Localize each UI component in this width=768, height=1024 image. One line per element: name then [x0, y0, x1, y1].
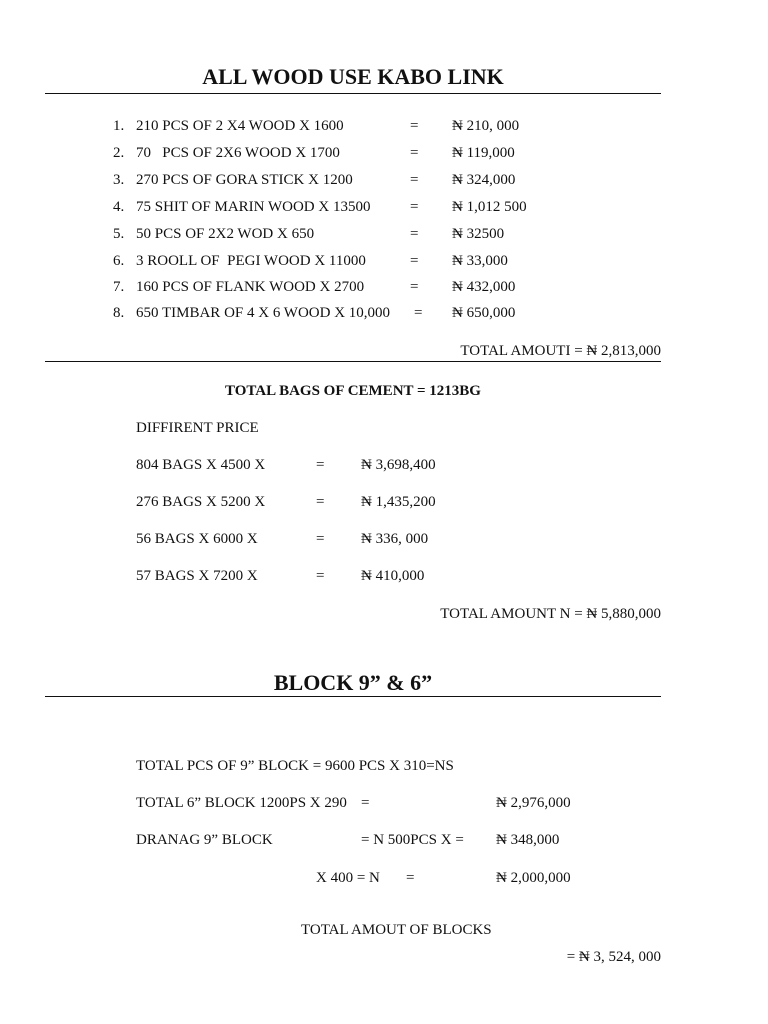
equals-sign: = [406, 870, 415, 886]
item-amount: ₦ 2,000,000 [496, 870, 571, 886]
item-amount: ₦ 119,000 [452, 145, 515, 161]
item-number: 7. [113, 279, 125, 295]
title-underline [45, 696, 661, 697]
equals-sign: = [414, 305, 423, 321]
item-amount: ₦ 650,000 [452, 305, 516, 321]
equals-sign: = [361, 795, 370, 811]
item-number: 4. [113, 199, 125, 215]
equals-sign: = [316, 568, 325, 584]
cement-subheading: DIFFIRENT PRICE [136, 420, 259, 436]
item-number: 1. [113, 118, 125, 134]
wood-section-title: ALL WOOD USE KABO LINK [202, 64, 504, 89]
item-amount: ₦ 324,000 [452, 172, 516, 188]
item-description: 160 PCS OF FLANK WOOD X 2700 [136, 279, 365, 295]
equals-sign: = [410, 172, 419, 188]
item-amount: ₦ 210, 000 [452, 118, 520, 134]
equals-sign: = [316, 494, 325, 510]
equals-sign: = [410, 118, 419, 134]
item-amount: ₦ 1,435,200 [361, 494, 436, 510]
blocks-total-label: TOTAL AMOUT OF BLOCKS [301, 922, 492, 938]
title-underline [45, 93, 661, 94]
item-description: 57 BAGS X 7200 X [136, 568, 258, 584]
block-section-title: BLOCK 9” & 6” [273, 670, 433, 695]
item-description: 650 TIMBAR OF 4 X 6 WOOD X 10,000 [136, 305, 391, 321]
block-line-drainage: DRANAG 9” BLOCK [136, 832, 273, 848]
equals-sign: = [410, 145, 419, 161]
item-amount: ₦ 32500 [452, 226, 505, 242]
equals-sign: = [410, 279, 419, 295]
item-description: 75 SHIT OF MARIN WOOD X 13500 [136, 199, 371, 215]
block-line-9-inch: TOTAL PCS OF 9” BLOCK = 9600 PCS X 310=NS [136, 758, 454, 774]
item-description: 70 PCS OF 2X6 WOOD X 1700 [136, 145, 340, 161]
equals-sign: = [316, 531, 325, 547]
cement-section-title: TOTAL BAGS OF CEMENT = 1213BG [225, 383, 481, 399]
block-line-6-inch: TOTAL 6” BLOCK 1200PS X 290 [136, 795, 347, 811]
item-amount: ₦ 348,000 [496, 832, 560, 848]
item-amount: ₦ 33,000 [452, 253, 508, 269]
item-amount: ₦ 336, 000 [361, 531, 429, 547]
item-number: 6. [113, 253, 125, 269]
section-divider [45, 361, 661, 362]
item-amount: ₦ 432,000 [452, 279, 516, 295]
blocks-total-value: = ₦ 3, 524, 000 [566, 949, 661, 965]
drainage-calculation: = N 500PCS X = [361, 832, 464, 848]
item-description: 276 BAGS X 5200 X [136, 494, 266, 510]
item-description: 50 PCS OF 2X2 WOD X 650 [136, 226, 315, 242]
wood-total: TOTAL AMOUTI = ₦ 2,813,000 [460, 343, 661, 359]
item-number: 8. [113, 305, 125, 321]
equals-sign: = [316, 457, 325, 473]
item-amount: ₦ 410,000 [361, 568, 425, 584]
equals-sign: = [410, 253, 419, 269]
item-number: 5. [113, 226, 125, 242]
item-number: 3. [113, 172, 125, 188]
equals-sign: = [410, 199, 419, 215]
item-description: 804 BAGS X 4500 X [136, 457, 266, 473]
item-description: 210 PCS OF 2 X4 WOOD X 1600 [136, 118, 344, 134]
drainage-calculation-2: X 400 = N [316, 870, 380, 886]
item-amount: ₦ 3,698,400 [361, 457, 436, 473]
item-description: 56 BAGS X 6000 X [136, 531, 258, 547]
item-description: 3 ROOLL OF PEGI WOOD X 11000 [136, 253, 366, 269]
item-amount: ₦ 1,012 500 [452, 199, 527, 215]
item-description: 270 PCS OF GORA STICK X 1200 [136, 172, 353, 188]
item-number: 2. [113, 145, 125, 161]
item-amount: ₦ 2,976,000 [496, 795, 571, 811]
equals-sign: = [410, 226, 419, 242]
cement-total: TOTAL AMOUNT N = ₦ 5,880,000 [440, 606, 661, 622]
